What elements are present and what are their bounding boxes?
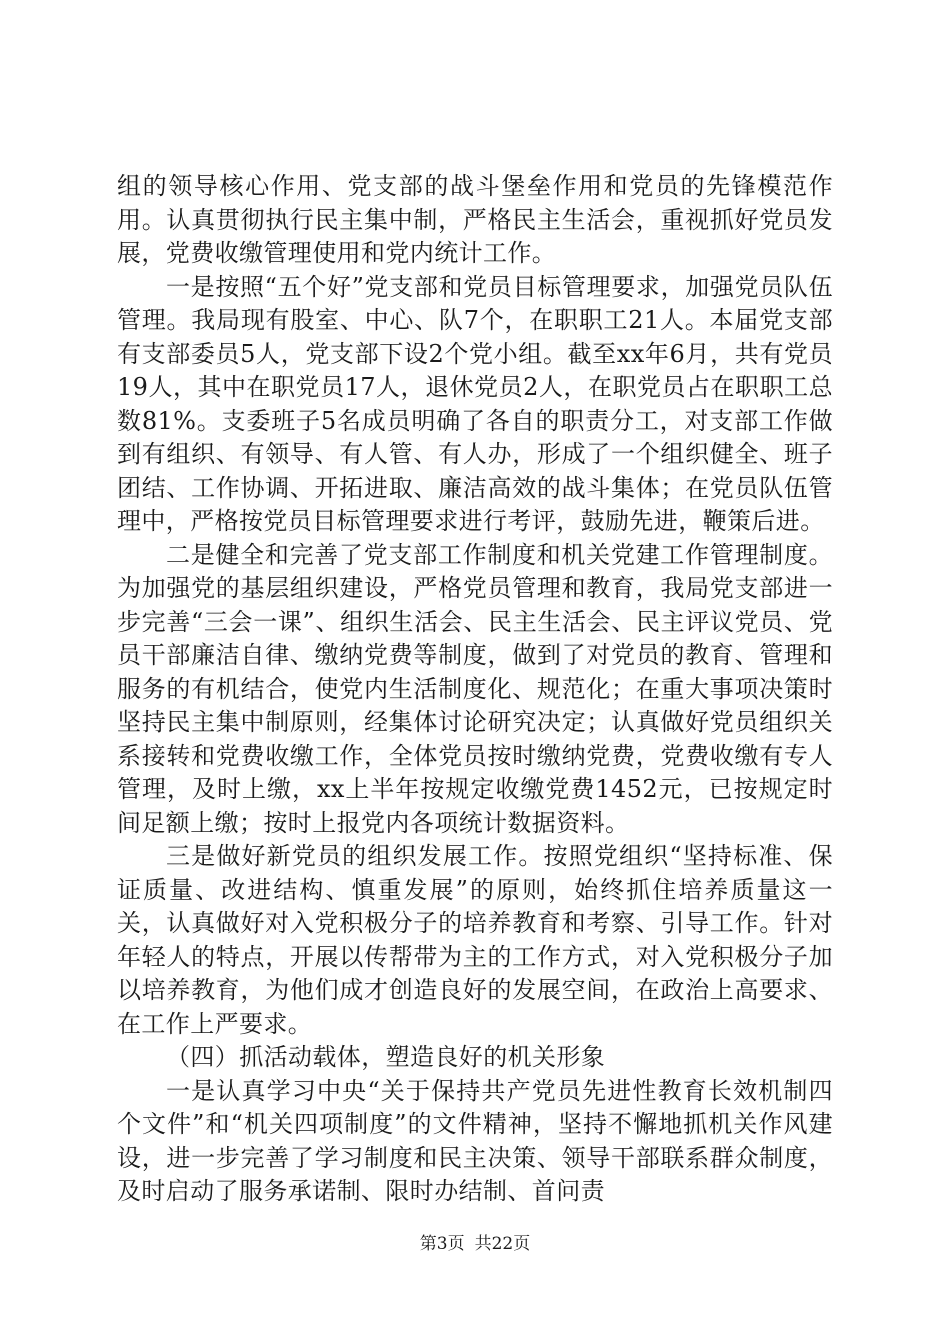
page-total: 共22页 <box>474 1234 531 1254</box>
page-footer <box>0 1234 950 1254</box>
paragraph-1: 组的领导核心作用、党支部的战斗堡垒作用和党员的先锋模范作用。认真贯彻执行民主集中制，严格民主生活会，重视抓好党员发展，党费收缴管理使用和党内统计工作。 <box>117 172 833 267</box>
document-body <box>117 170 833 1209</box>
paragraph-4: 三是做好新党员的组织发展工作。按照党组织“坚持标准、保证质量、改进结构、慎重发展”的原则，始终抓住培养质量这一关，认真做好对入党积极分子的培养教育和考察、引导工作。针对年轻人的特点，开展以传帮带为主的工作方式，对入党积极分子加以培养教育，为他们成才创造良好的发展空间，在政治上高要求、在工作上严要求。 <box>117 842 833 1038</box>
page-number: 第3页 <box>419 1234 465 1254</box>
paragraph-2: 一是按照“五个好”党支部和党员目标管理要求，加强党员队伍管理。我局现有股室、中心、队7个，在职职工21人。本届党支部有支部委员5人，党支部下设2个党小组。截至xx年6月，共有党员19人，其中在职党员17人，退休党员2人，在职党员占在职职工总数81%。支委班子5名成员明确了各自的职责分工，对支部工作做到有组织、有领导、有人管、有人办，形成了一个组织健全、班子团结、工作协调、开拓进取、廉洁高效的战斗集体；在党员队伍管理中，严格按党员目标管理要求进行考评，鼓励先进，鞭策后进。 <box>117 272 833 535</box>
paragraph-5: 一是认真学习中央“关于保持共产党员先进性教育长效机制四个文件”和“机关四项制度”的文件精神，坚持不懈地抓机关作风建设，进一步完善了学习制度和民主决策、领导干部联系群众制度，及时启动了服务承诺制、限时办结制、首问责 <box>117 1076 833 1205</box>
paragraph-3: 二是健全和完善了党支部工作制度和机关党建工作管理制度。为加强党的基层组织建设，严格党员管理和教育，我局党支部进一步完善“三会一课”、组织生活会、民主生活会、民主评议党员、党员干部廉洁自律、缴纳党费等制度，做到了对党员的教育、管理和服务的有机结合，使党内生活制度化、规范化；在重大事项决策时坚持民主集中制原则，经集体讨论研究决定；认真做好党员组织关系接转和党费收缴工作，全体党员按时缴纳党费，党费收缴有专人管理，及时上缴，xx上半年按规定收缴党费1452元，已按规定时间足额上缴；按时上报党内各项统计数据资料。 <box>117 540 833 837</box>
section-heading: （四）抓活动载体，塑造良好的机关形象 <box>166 1043 606 1071</box>
